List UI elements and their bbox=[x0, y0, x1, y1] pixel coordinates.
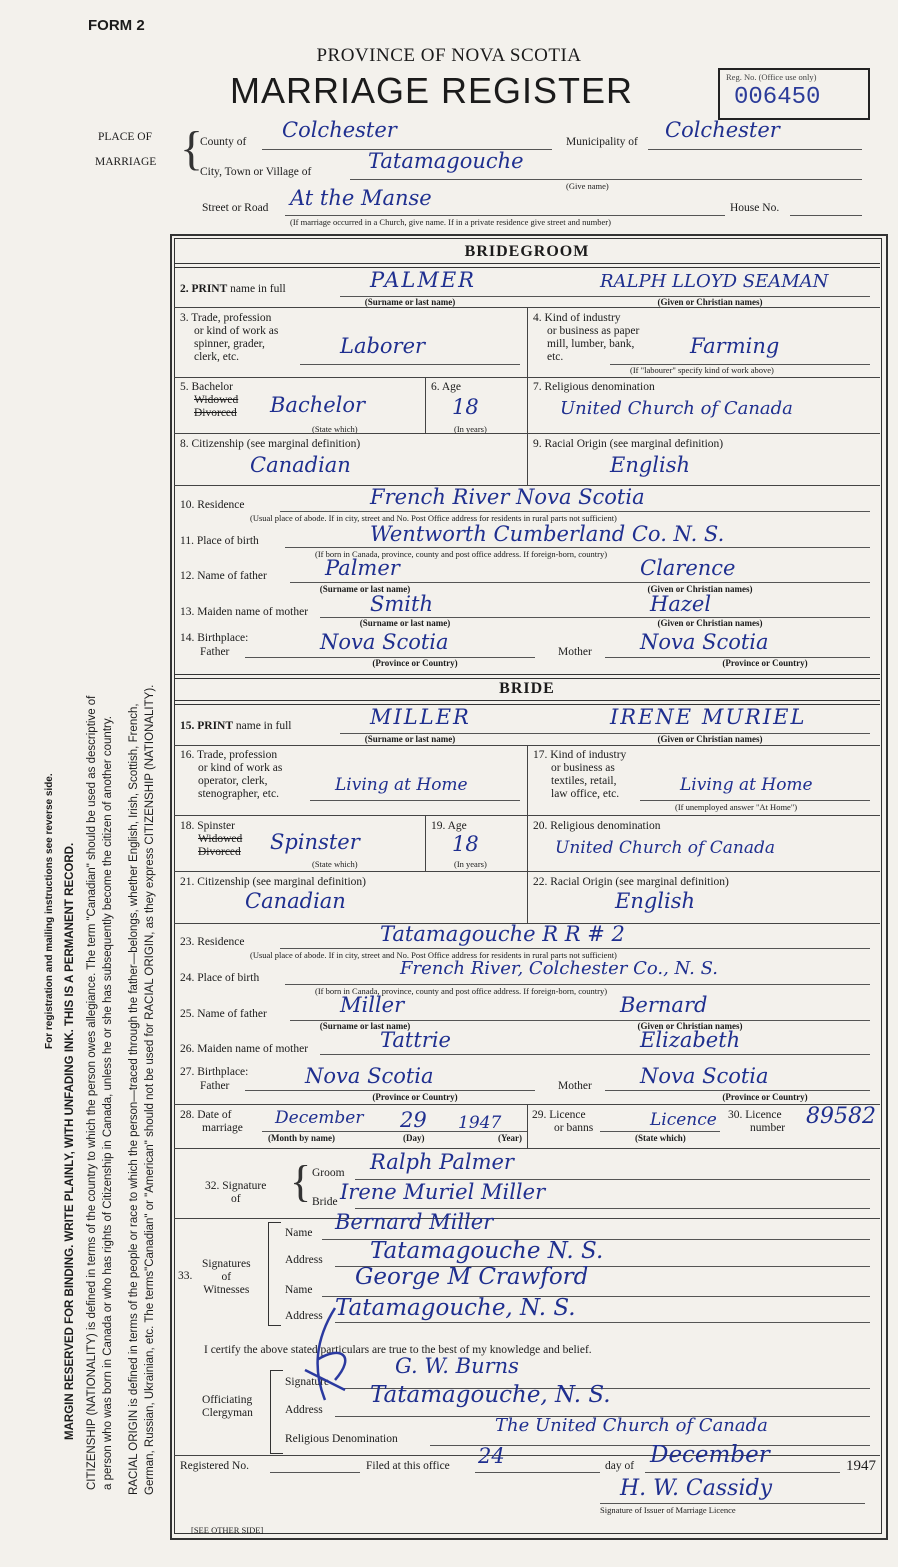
bride-industry-label: 17. Kind of industry or business as textiles, retail, law office, etc. bbox=[533, 749, 627, 800]
licence-type: Licence bbox=[650, 1110, 717, 1130]
clergy-label: Officiating Clergyman bbox=[202, 1394, 253, 1419]
clergy-signature: G. W. Burns bbox=[395, 1354, 519, 1378]
bride-father-given: Bernard bbox=[620, 993, 708, 1017]
bride-residence-label: 23. Residence bbox=[180, 936, 245, 948]
city-label: City, Town or Village of bbox=[200, 166, 312, 178]
witness2-name: George M Crawford bbox=[355, 1264, 589, 1290]
day-caption: (Day) bbox=[403, 1133, 425, 1143]
check-stamp-icon bbox=[295, 1300, 365, 1410]
groom-racial-label: 9. Racial Origin (see marginal definition) bbox=[533, 438, 724, 450]
bride-birth-note: (If born in Canada, province, county and post office address. If foreign-born, country) bbox=[315, 986, 608, 996]
county-value: Colchester bbox=[282, 118, 397, 142]
groom-residence: French River Nova Scotia bbox=[370, 485, 645, 509]
licence-label: 29. Licence or banns bbox=[532, 1109, 594, 1134]
surname-caption: (Surname or last name) bbox=[364, 734, 456, 744]
father-word: Father bbox=[200, 1080, 230, 1092]
reg-number: 006450 bbox=[734, 84, 821, 111]
marriage-day: 29 bbox=[400, 1108, 427, 1132]
city-value: Tatamagouche bbox=[368, 149, 524, 173]
street-value: At the Manse bbox=[290, 186, 432, 210]
groom-name-label: 2. PRINT name in full bbox=[180, 283, 286, 295]
in-years-caption: (In years) bbox=[454, 424, 487, 434]
signature-label: 32. Signature of bbox=[205, 1180, 267, 1205]
mother-word: Mother bbox=[558, 1080, 592, 1092]
groom-industry-label: 4. Kind of industry or business as paper mill, lumber, bank, etc. bbox=[533, 312, 640, 363]
groom-birth-note: (If born in Canada, province, county and post office address. If foreign-born, country) bbox=[315, 549, 608, 559]
bride-status: Spinster bbox=[270, 830, 360, 854]
in-years-caption: (In years) bbox=[454, 859, 487, 869]
bride-mother-surname: Tattrie bbox=[380, 1028, 451, 1052]
clergy-signature-label: Signature bbox=[285, 1376, 330, 1388]
house-label: House No. bbox=[730, 202, 780, 214]
groom-racial: English bbox=[610, 453, 691, 477]
give-name-caption: (Give name) bbox=[566, 181, 609, 191]
bride-residence-note: (Usual place of abode. If in city, street and No. Post Office address for residents in rural parts not sufficient) bbox=[250, 950, 617, 960]
year-caption: (Year) bbox=[498, 1133, 522, 1143]
bride-father-birthplace: Nova Scotia bbox=[305, 1064, 434, 1088]
reg-number-label: Reg. No. (Office use only) bbox=[726, 72, 817, 82]
groom-signature: Ralph Palmer bbox=[370, 1150, 514, 1174]
marriage-month: December bbox=[275, 1108, 364, 1128]
state-which-caption: (State which) bbox=[312, 859, 358, 869]
month-caption: (Month by name) bbox=[268, 1133, 335, 1143]
province-caption: (Province or Country) bbox=[722, 1092, 808, 1102]
marriage-label: MARRIAGE bbox=[95, 156, 157, 168]
clergy-address: Tatamagouche, N. S. bbox=[370, 1382, 611, 1408]
witness1-name: Bernard Miller bbox=[335, 1210, 494, 1234]
groom-citizenship-label: 8. Citizenship (see marginal definition) bbox=[180, 438, 361, 450]
margin-citizenship-def1: CITIZENSHIP (NATIONALITY) is defined in terms of the country to which the person owes allegiance. The term "Canadian" should be used as descriptive of bbox=[86, 695, 98, 1490]
page-title: MARRIAGE REGISTER bbox=[230, 70, 634, 111]
w2-name-label: Name bbox=[285, 1284, 313, 1296]
witness1-address: Tatamagouche N. S. bbox=[370, 1238, 604, 1264]
form-number: FORM 2 bbox=[88, 17, 145, 34]
groom-status-label: 5. Bachelor Widowed Divorced bbox=[180, 381, 239, 419]
state-which-caption: (State which) bbox=[635, 1133, 686, 1143]
groom-father-birthplace: Nova Scotia bbox=[320, 630, 449, 654]
bride-age-label: 19. Age bbox=[431, 820, 467, 832]
given-caption: (Given or Christian names) bbox=[637, 1021, 743, 1031]
marriage-year: 1947 bbox=[458, 1113, 502, 1133]
reg-number-box bbox=[718, 68, 870, 120]
province-caption: (Province or Country) bbox=[722, 658, 808, 668]
groom-industry-note: (If "labourer" specify kind of work above) bbox=[630, 365, 774, 375]
groom-age-label: 6. Age bbox=[431, 381, 462, 393]
place-label: PLACE OF bbox=[98, 131, 152, 143]
bride-mother-given: Elizabeth bbox=[640, 1028, 741, 1052]
licence-number-label: 30. Licence number bbox=[728, 1109, 786, 1134]
surname-caption: (Surname or last name) bbox=[364, 297, 456, 307]
bride-industry-note: (If unemployed answer "At Home") bbox=[675, 802, 798, 812]
given-caption: (Given or Christian names) bbox=[657, 618, 763, 628]
bride-residence: Tatamagouche R R # 2 bbox=[380, 922, 625, 946]
bride-racial: English bbox=[615, 889, 696, 913]
clergy-denomination-label: Religious Denomination bbox=[285, 1433, 398, 1445]
margin-citizenship-def2: a person who was born in Canada or who has rights of Citizenship in Canada, unless he or she has subsequently become the citizen of another country. bbox=[102, 716, 114, 1490]
bride-birthplace: French River, Colchester Co., N. S. bbox=[400, 958, 718, 979]
clergy-address-label: Address bbox=[285, 1404, 323, 1416]
brace-icon: { bbox=[180, 122, 204, 175]
groom-industry: Farming bbox=[690, 334, 780, 358]
groom-birth-label: 11. Place of birth bbox=[180, 535, 259, 547]
margin-racial-def2: German, Russian, Ukrainian, etc. The terms"Canadian" or "American" should not be used for RACIAL ORIGIN, as they express CITIZENSHIP (NATIONALITY). bbox=[144, 684, 156, 1495]
groom-surname: PALMER bbox=[370, 268, 476, 292]
clergy-denomination: The United Church of Canada bbox=[495, 1415, 768, 1436]
issuer-signature: H. W. Cassidy bbox=[620, 1476, 773, 1501]
province-heading: PROVINCE OF NOVA SCOTIA bbox=[316, 45, 582, 66]
groom-mother-given: Hazel bbox=[650, 592, 712, 616]
municipality-value: Colchester bbox=[665, 118, 780, 142]
bridegroom-heading: BRIDEGROOM bbox=[464, 243, 590, 260]
clergy-bracket bbox=[270, 1370, 283, 1454]
day-of-label: day of bbox=[605, 1460, 635, 1472]
groom-religion-label: 7. Religious denomination bbox=[533, 381, 655, 393]
w1-name-label: Name bbox=[285, 1227, 313, 1239]
province-caption: (Province or Country) bbox=[372, 1092, 458, 1102]
groom-age: 18 bbox=[452, 395, 479, 419]
groom-father-given: Clarence bbox=[640, 556, 736, 580]
margin-racial-def1: RACIAL ORIGIN is defined in terms of the people or race to which the person—traced through the father—belongs, whether English, Irish, Scottish, French, bbox=[128, 703, 140, 1495]
w1-address-label: Address bbox=[285, 1254, 323, 1266]
father-word: Father bbox=[200, 646, 230, 658]
given-caption: (Given or Christian names) bbox=[647, 584, 753, 594]
bride-religion-label: 20. Religious denomination bbox=[533, 820, 661, 832]
groom-mother-birthplace: Nova Scotia bbox=[640, 630, 769, 654]
groom-birthplace: Wentworth Cumberland Co. N. S. bbox=[370, 522, 725, 546]
bride-father-surname: Miller bbox=[340, 993, 405, 1017]
groom-mother-surname: Smith bbox=[370, 592, 433, 616]
see-other-side: [SEE OTHER SIDE] bbox=[191, 1525, 264, 1535]
bride-trade-label: 16. Trade, profession or kind of work as operator, clerk, stenographer, etc. bbox=[180, 749, 283, 800]
groom-citizenship: Canadian bbox=[250, 453, 351, 477]
groom-trade: Laborer bbox=[340, 334, 426, 358]
groom-given-names: RALPH LLOYD SEAMAN bbox=[600, 271, 829, 292]
bride-status-label: 18. Spinster Widowed Divorced bbox=[180, 820, 243, 858]
given-caption: (Given or Christian names) bbox=[657, 297, 763, 307]
state-which-caption: (State which) bbox=[312, 424, 358, 434]
witness2-address: Tatamagouche, N. S. bbox=[335, 1295, 576, 1321]
groom-birthplace-label: 14. Birthplace: bbox=[180, 632, 249, 644]
bride-word: Bride bbox=[312, 1196, 338, 1208]
bride-age: 18 bbox=[452, 832, 479, 856]
place-note: (If marriage occurred in a Church, give name. If in a private residence give street and number) bbox=[290, 217, 611, 227]
bride-mother-label: 26. Maiden name of mother bbox=[180, 1043, 309, 1055]
groom-father-surname: Palmer bbox=[325, 556, 400, 580]
date-label: 28. Date of marriage bbox=[180, 1109, 243, 1134]
licence-number: 89582 bbox=[806, 1104, 876, 1129]
bride-father-label: 25. Name of father bbox=[180, 1008, 267, 1020]
province-caption: (Province or Country) bbox=[372, 658, 458, 668]
groom-mother-label: 13. Maiden name of mother bbox=[180, 606, 309, 618]
margin-binding-note: MARGIN RESERVED FOR BINDING. WRITE PLAINLY, WITH UNFADING INK. THIS IS A PERMANENT RECORD. bbox=[64, 842, 76, 1440]
bride-name-label: 15. PRINT name in full bbox=[180, 720, 292, 732]
witness-number: 33. bbox=[178, 1270, 193, 1282]
certification-text: I certify the above stated particulars are true to the best of my knowledge and belief. bbox=[204, 1344, 592, 1356]
groom-residence-note: (Usual place of abode. If in city, street and No. Post Office address for residents in rural parts not sufficient) bbox=[250, 513, 617, 523]
witness-bracket bbox=[268, 1222, 281, 1326]
bride-heading: BRIDE bbox=[499, 680, 555, 697]
issuer-caption: Signature of Issuer of Marriage Licence bbox=[600, 1505, 736, 1515]
municipality-label: Municipality of bbox=[566, 136, 638, 148]
surname-caption: (Surname or last name) bbox=[319, 584, 411, 594]
bride-signature: Irene Muriel Miller bbox=[340, 1180, 546, 1204]
bride-religion: United Church of Canada bbox=[555, 838, 775, 858]
county-label: County of bbox=[200, 136, 247, 148]
bride-given-names: IRENE MURIEL bbox=[610, 705, 807, 729]
brace-icon: { bbox=[290, 1157, 312, 1206]
bride-citizenship-label: 21. Citizenship (see marginal definition) bbox=[180, 876, 366, 888]
filed-label: Filed at this office bbox=[366, 1460, 450, 1472]
groom-father-label: 12. Name of father bbox=[180, 570, 267, 582]
bride-industry: Living at Home bbox=[680, 775, 813, 795]
street-label: Street or Road bbox=[202, 202, 269, 214]
groom-word: Groom bbox=[312, 1167, 345, 1179]
bride-birth-label: 24. Place of birth bbox=[180, 972, 260, 984]
given-caption: (Given or Christian names) bbox=[657, 734, 763, 744]
witness-label: Signatures of Witnesses bbox=[202, 1258, 251, 1296]
groom-trade-label: 3. Trade, profession or kind of work as spinner, grader, clerk, etc. bbox=[180, 312, 279, 363]
mother-word: Mother bbox=[558, 646, 592, 658]
bride-surname: MILLER bbox=[370, 705, 471, 729]
bride-citizenship: Canadian bbox=[245, 889, 346, 913]
filed-year: 1947 bbox=[846, 1458, 876, 1474]
w2-address-label: Address bbox=[285, 1310, 323, 1322]
registered-no-label: Registered No. bbox=[180, 1460, 249, 1472]
groom-status: Bachelor bbox=[270, 393, 366, 417]
bride-racial-label: 22. Racial Origin (see marginal definition) bbox=[533, 876, 729, 888]
surname-caption: (Surname or last name) bbox=[359, 618, 451, 628]
groom-religion: United Church of Canada bbox=[560, 398, 793, 419]
surname-caption: (Surname or last name) bbox=[319, 1021, 411, 1031]
groom-residence-label: 10. Residence bbox=[180, 499, 245, 511]
margin-instructions: For registration and mailing instructions see reverse side. bbox=[44, 773, 55, 1049]
bride-trade: Living at Home bbox=[335, 775, 468, 795]
filed-month: December bbox=[650, 1442, 770, 1468]
bride-birthplace-label: 27. Birthplace: bbox=[180, 1066, 249, 1078]
bride-mother-birthplace: Nova Scotia bbox=[640, 1064, 769, 1088]
filed-day: 24 bbox=[478, 1444, 505, 1468]
